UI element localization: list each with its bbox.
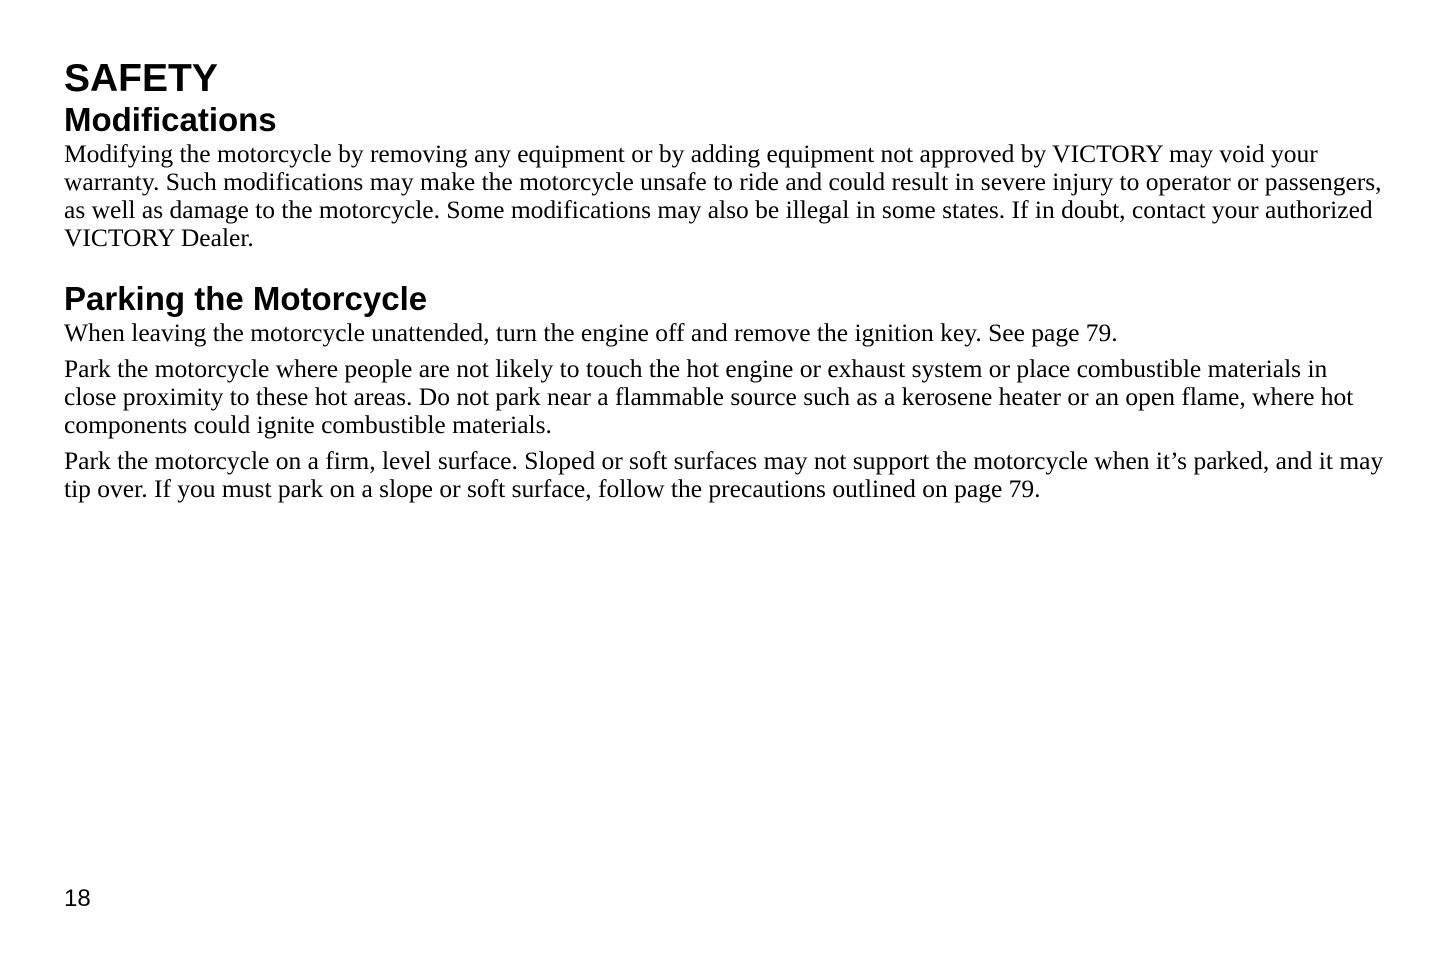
page-content [64, 58, 1384, 503]
section-parking [64, 279, 1384, 503]
section-modifications [64, 100, 1384, 252]
body-paragraph: Modifying the motorcycle by removing any equipment or by adding equipment not approved by VICTORY may void your warranty. Such modifications may make the motorcycle unsafe to ride and could result in severe injury to operator or passengers, as well as damage to the motorcycle. Some modifications may also be illegal in some states. If in doubt, contact your authorized VICTORY Dealer. [64, 139, 1382, 252]
body-paragraph: Park the motorcycle on a firm, level surface. Sloped or soft surfaces may not support the motorcycle when it’s parked, and it may tip over. If you must park on a slope or soft surface, follow the precautions outlined on page 79. [64, 446, 1384, 503]
body-paragraph: When leaving the motorcycle unattended, turn the engine off and remove the ignition key. See page 79. [64, 318, 1118, 347]
chapter-title: SAFETY [64, 57, 218, 100]
section-heading: Parking the Motorcycle [64, 280, 428, 317]
body-paragraph: Park the motorcycle where people are not likely to touch the hot engine or exhaust system or place combustible materials in close proximity to these hot areas. Do not park near a flammable source such as a kerosene heater or an open flame, where hot components could ignite combustible materials. [64, 354, 1354, 439]
section-heading: Modifications [64, 101, 277, 138]
page-number: 18 [64, 885, 91, 912]
